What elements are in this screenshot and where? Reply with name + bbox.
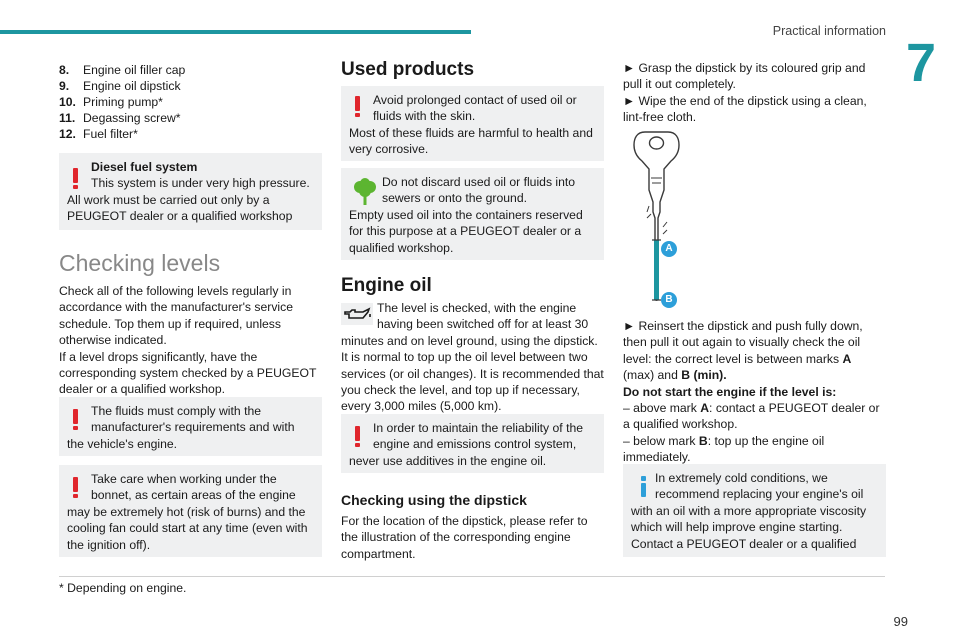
diesel-warning-box: Diesel fuel system This system is under very high pressure. All work must be carried out only by a PEUGEOT dealer or a qualified workshop [59,153,322,230]
heading-engine-oil: Engine oil [341,275,432,296]
engine-oil-intro: The level is checked, with the engine having been switched off for at least 30 minutes and on level ground, using the dipstick. It is normal to top up the oil level between two services (or oil changes). It is recommended that you check the level, and top up if necessary, every 3,000 miles (5,000 km). [341,301,604,414]
dipstick-illustration [623,128,693,317]
footnote: * Depending on engine. [59,581,187,595]
section-title: Practical information [772,24,886,38]
warning-icon [355,426,367,446]
tree-icon [353,178,365,210]
info-icon [637,476,649,497]
list-item: 9. Engine oil dipstick [59,79,181,93]
fluids-warning-box: The fluids must comply with the manufacturer's requirements and with the vehicle's engine. [59,397,322,456]
list-item: 12. Fuel filter* [59,127,138,141]
hot-engine-warning-box: Take care when working under the bonnet, as certain areas of the engine may be extremely hot (risk of burns) and the cooling fan could start at any time (even with the ignition off). [59,465,322,557]
chapter-number: 7 [906,33,937,93]
heading-checking-levels: Checking levels [59,250,221,276]
dipstick-location-text: For the location of the dipstick, please refer to the illustration of the corresponding engine compartment. [341,514,588,561]
mark-a-badge: A [661,241,677,257]
warning-icon [73,477,85,497]
warning-icon [73,168,85,188]
list-item: 10. Priming pump* [59,95,163,109]
warning-icon [355,96,367,116]
environment-box: Do not discard used oil or fluids into sewers or onto the ground. Empty used oil into the containers reserved for this purpose at a PEUGEOT dealer or a qualified workshop. [341,168,604,260]
cold-conditions-info-box: In extremely cold conditions, we recommend replacing your engine's oil with an oil with a more appropriate viscosity which will help improve engine starting. Contact a PEUGEOT dealer or a qualified [623,464,886,557]
header-accent-bar [0,30,471,34]
dipstick-check-text: ► Reinsert the dipstick and push fully down, then pull it out again to visually check the oil level: the correct level is between marks A (max) and B (min). Do not start the engine if the level is: – above mark A: contact a PEUGEOT dealer or a qualified workshop. – below mark B: top up the engine oil immediately. [623,319,880,465]
additives-warning-box: In order to maintain the reliability of the engine and emissions control system, never use additives in the engine oil. [341,414,604,473]
list-item: 8. Engine oil filler cap [59,63,186,77]
used-oil-warning-box: Avoid prolonged contact of used oil or fluids with the skin. Most of these fluids are harmful to health and very corrosive. [341,86,604,161]
footnote-divider [59,576,885,577]
heading-used-products: Used products [341,59,475,80]
mark-b-badge: B [661,292,677,308]
parts-list [59,62,319,142]
heading-checking-dipstick: Checking using the dipstick [341,492,527,508]
page-number: 99 [893,614,908,629]
dipstick-steps: ► Grasp the dipstick by its coloured grip and pull it out completely. ► Wipe the end of the dipstick using a clean, lint-free cloth. [623,61,867,125]
list-item: 11. Degassing screw* [59,111,181,125]
warning-icon [73,409,85,429]
checking-levels-body: Check all of the following levels regularly in accordance with the manufacturer's service schedule. Top them up if required, unless otherwise indicated. If a level drops significantly, have the corresponding system checked by a PEUGEOT dealer or a qualified workshop. [59,284,317,397]
